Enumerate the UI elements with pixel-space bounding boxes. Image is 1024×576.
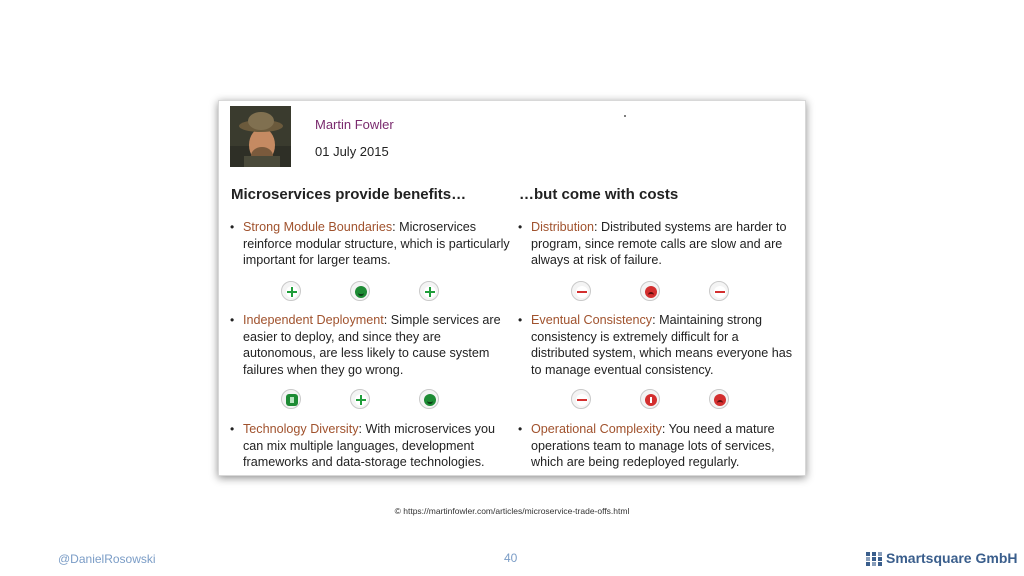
cost-text: : Maintaining strong consistency is extremely difficult for a distributed system, which means everyone has to manage eventual consistency. — [531, 313, 793, 377]
smile-icon — [350, 281, 370, 301]
dot-mark — [624, 115, 626, 117]
bullet: • — [518, 422, 523, 436]
cost-term[interactable]: Eventual Consistency — [531, 313, 653, 327]
author-avatar — [230, 106, 291, 167]
cost-text: : You need a mature operations team to manage lots of services, which are being redeployed regularly. — [531, 422, 775, 469]
cost-item — [518, 421, 799, 471]
benefit-icons — [281, 281, 451, 303]
costs-heading: …but come with costs — [519, 186, 679, 203]
frown-icon — [640, 281, 660, 301]
minus-icon — [571, 281, 591, 301]
benefit-term[interactable]: Strong Module Boundaries — [243, 220, 393, 234]
author-name[interactable]: Martin Fowler — [315, 117, 394, 132]
cost-text: : Distributed systems are harder to program, since remote calls are slow and are always at risk of failure. — [531, 220, 787, 267]
benefit-term[interactable]: Technology Diversity — [243, 422, 359, 436]
minus-icon — [709, 281, 729, 301]
page-number: 40 — [504, 551, 518, 565]
frown-icon — [709, 389, 729, 409]
plus-icon — [419, 281, 439, 301]
squares-icon — [866, 552, 882, 566]
article-screenshot — [218, 100, 806, 476]
article-date: 01 July 2015 — [315, 144, 389, 159]
bullet: • — [518, 313, 523, 327]
benefit-text: : With microservices you can mix multiple languages, development frameworks and data-storage technologies. — [243, 422, 495, 469]
benefit-text: : Simple services are easier to deploy, and since they are autonomous, are less likely to cause system failures when they go wrong. — [243, 313, 501, 377]
shield-icon — [281, 389, 301, 409]
bullet: • — [230, 220, 235, 234]
plus-icon — [350, 389, 370, 409]
benefit-item — [230, 312, 513, 378]
benefits-heading: Microservices provide benefits… — [231, 186, 467, 203]
minus-icon — [571, 389, 591, 409]
bullet: • — [230, 422, 235, 436]
bullet: • — [230, 313, 235, 327]
brand-name: Smartsquare GmbH — [886, 550, 1018, 566]
benefit-text: : Microservices reinforce modular structure, which is particularly important for larger teams. — [243, 220, 510, 267]
benefit-icons — [281, 389, 451, 411]
author-handle: @DanielRosowski — [58, 552, 156, 566]
benefit-item — [230, 219, 513, 269]
benefit-item — [230, 421, 513, 471]
plus-icon — [281, 281, 301, 301]
cost-term[interactable]: Distribution — [531, 220, 594, 234]
benefit-term[interactable]: Independent Deployment — [243, 313, 384, 327]
cost-icons — [571, 389, 741, 411]
alert-icon — [640, 389, 660, 409]
cost-term[interactable]: Operational Complexity — [531, 422, 662, 436]
cost-icons — [571, 281, 741, 303]
source-credit: © https://martinfowler.com/articles/microservice-trade-offs.html — [394, 506, 630, 516]
bullet: • — [518, 220, 523, 234]
cost-item — [518, 312, 799, 378]
cost-item — [518, 219, 799, 269]
smile-icon — [419, 389, 439, 409]
